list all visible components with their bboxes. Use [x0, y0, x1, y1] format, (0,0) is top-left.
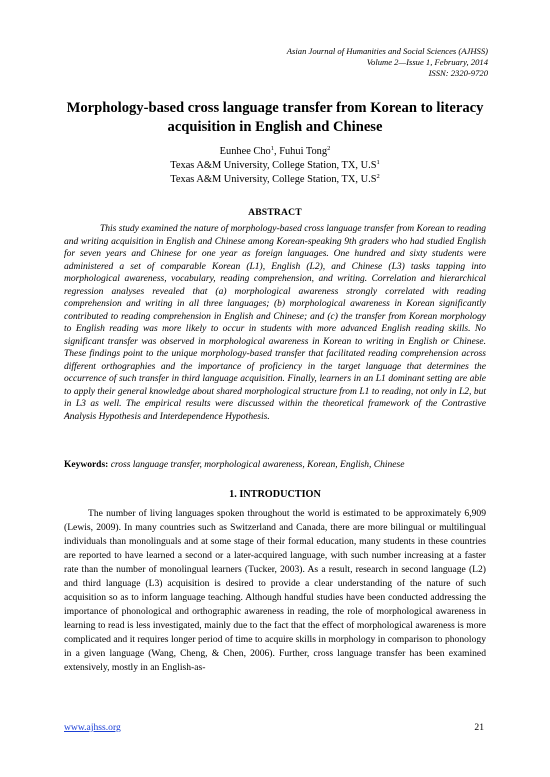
affiliation-1-marker: 1	[376, 159, 380, 166]
affiliation-2-marker: 2	[376, 173, 380, 180]
author-2: Fuhui Tong	[279, 146, 328, 157]
journal-website-link[interactable]: www.ajhss.org	[64, 722, 121, 733]
section-heading-introduction: 1. INTRODUCTION	[229, 489, 321, 500]
abstract-text: This study examined the nature of morphology-based cross language transfer from Korean to reading and writing acquisition in English and Chinese among Korean-speaking 9th graders who had studied English for seven years and Chinese for one year as foreign languages. One hundred and sixty students were administered a set of comparable Korean (L1), English (L2), and Chinese (L3) tasks tapping into morphological awareness, vocabulary, reading comprehension, and writing. Correlation and hierarchical regression analyses revealed that (a) morphological awareness strongly correlated with reading comprehension and writing in all three languages; (b) morphological awareness in Korean significantly contributed to reading comprehension in English and Chinese; and (c) the transfer from Korean morphology to English reading was more likely to occur in students with more advanced English reading skills. No significant transfer was observed in morphological awareness in Korean to writing in English or Chinese. These findings point to the unique morphology-based transfer that facilitated reading comprehension across different orthographies and the importance of proficiency in the target language that determines the occurrence of such transfer in third language acquisition. Finally, learners in an L1 dominant setting are able to apply their general knowledge about shared morphological structure from L1 to reading, not only in L2, but in L3 as well. The empirical results were discussed within the theoretical framework of the Contrastive Analysis Hypothesis and Interdependence Hypothesis.	[64, 224, 486, 422]
abstract-heading: ABSTRACT	[248, 207, 302, 218]
affiliation-2	[60, 173, 490, 187]
affiliation-1	[60, 159, 490, 173]
author-separator: ,	[274, 146, 280, 157]
title-line-2: acquisition in English and Chinese	[167, 119, 383, 135]
keywords	[64, 459, 486, 472]
page-number: 21	[474, 722, 484, 733]
author-1-marker: 1	[270, 145, 274, 152]
journal-issn: ISSN: 2320-9720	[428, 68, 488, 79]
title-line-1: Morphology-based cross language transfer from Korean to literacy	[66, 100, 484, 116]
affiliation-2-text: Texas A&M University, College Station, TX, U.S	[170, 174, 377, 185]
author-line	[60, 145, 490, 159]
journal-name: Asian Journal of Humanities and Social Sciences (AJHSS)	[286, 46, 488, 56]
keywords-label: Keywords:	[64, 460, 109, 470]
paper-title	[60, 99, 490, 137]
introduction-text: The number of living languages spoken throughout the world is estimated to be approximately 6,909 (Lewis, 2009). In many countries such as Switzerland and Canada, there are more bilingual or multilingual individuals than monolinguals and at some stage of their formal education, many students in these countries are reported to have learned a second or a later-acquired language, with such number increasing at a faster rate than the number of monolingual learners (Tucker, 2003). As a result, research in second language (L2) and third language (L3) acquisition is desired to provide a clear understanding of the nature of such acquisition so as to inform language teaching. Although handful studies have been conducted addressing the importance of phonological and orthographic awareness in reading, the role of morphological awareness in learning to read is less investigated, mainly due to the fact that the effect of morphological awareness is more complicated and it requires longer period of time to acquire skills in morphology in comparison to phonology in a given language (Wang, Cheng, & Chen, 2006). Further, cross language transfer has been examined extensively, mostly in an English-as-	[64, 508, 486, 673]
affiliation-1-text: Texas A&M University, College Station, TX, U.S	[170, 160, 377, 171]
journal-issue: Volume 2—Issue 1, February, 2014	[366, 57, 488, 68]
keywords-text: cross language transfer, morphological awareness, Korean, English, Chinese	[108, 460, 405, 470]
author-2-marker: 2	[327, 145, 331, 152]
author-1: Eunhee Cho	[219, 146, 271, 157]
author-block	[60, 145, 490, 187]
journal-header	[158, 46, 488, 80]
